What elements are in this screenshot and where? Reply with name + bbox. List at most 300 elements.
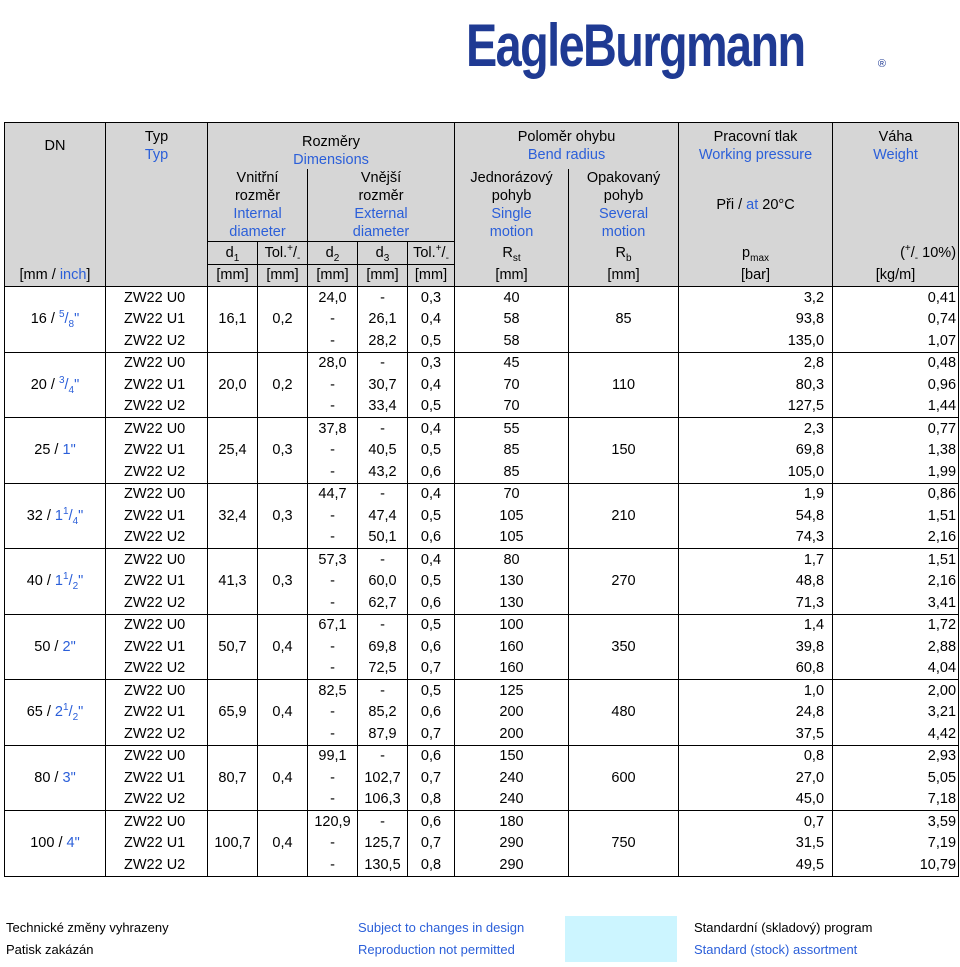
type-cell: ZW22 U0 [106,680,208,702]
pmax-cell: 71,3 [679,592,833,614]
pmax-cell: 27,0 [679,767,833,789]
tol-external-cell: 0,6 [408,745,455,767]
table-row [5,549,959,571]
tol-external-cell: 0,6 [408,461,455,483]
tol-external-cell: 0,7 [408,658,455,680]
rst-cell: 85 [455,461,569,483]
dn-mm: 16 [30,311,47,328]
weight-cell: 4,42 [833,723,959,745]
tol-external-cell: 0,3 [408,352,455,374]
table-row [5,440,959,462]
d2-cell: - [308,440,358,462]
d1-cell: 80,7 [208,745,258,811]
weight-cell: 3,59 [833,811,959,833]
header-internal-diameter: Vnitřní rozměr Internal diameter [208,169,308,242]
d3-cell: - [358,549,408,571]
header-row-symbols [5,242,959,265]
rst-cell: 240 [455,767,569,789]
d2-cell: - [308,723,358,745]
d3-cell: 30,7 [358,374,408,396]
tol-external-cell: 0,7 [408,767,455,789]
rst-cell: 85 [455,440,569,462]
table-row [5,309,959,331]
header-external-diameter: Vnější rozměr External diameter [308,169,455,242]
type-cell: ZW22 U1 [106,767,208,789]
footer-reproduction-en: Reproduction not permitted [358,942,515,957]
weight-cell: 0,77 [833,418,959,440]
dn-mm: 80 [34,769,51,786]
type-cell: ZW22 U2 [106,330,208,352]
type-cell: ZW22 U0 [106,352,208,374]
unit-tol-internal: [mm] [258,264,308,287]
dn-inch: 2" [62,638,76,655]
table-row [5,702,959,724]
type-cell: ZW22 U0 [106,418,208,440]
type-cell: ZW22 U2 [106,527,208,549]
dn-inch: $2^1/_2$" [54,702,84,724]
weight-cell: 1,38 [833,440,959,462]
rb-cell: 210 [569,483,679,549]
rst-cell: 160 [455,636,569,658]
tol-external-cell: 0,5 [408,440,455,462]
d1-cell: 50,7 [208,614,258,680]
table-row [5,680,959,702]
pmax-cell: 1,7 [679,549,833,571]
d2-cell: 57,3 [308,549,358,571]
rst-cell: 70 [455,374,569,396]
d3-cell: 72,5 [358,658,408,680]
weight-cell: 0,86 [833,483,959,505]
d3-cell: 60,0 [358,571,408,593]
type-cell: ZW22 U2 [106,658,208,680]
dn-mm: 100 [30,835,55,852]
tol-external-cell: 0,4 [408,309,455,331]
type-cell: ZW22 U2 [106,789,208,811]
pmax-cell: 0,7 [679,811,833,833]
d3-cell: - [358,811,408,833]
pmax-cell: 39,8 [679,636,833,658]
rb-cell: 85 [569,287,679,353]
rst-cell: 105 [455,505,569,527]
dn-cell: 25 / 1" [5,418,106,484]
rst-cell: 290 [455,833,569,855]
pmax-cell: 127,5 [679,396,833,418]
dn-cell: $20 / ^3/_4$" [5,352,106,418]
type-cell: ZW22 U2 [106,723,208,745]
d2-cell: 120,9 [308,811,358,833]
weight-cell: 10,79 [833,854,959,876]
pmax-cell: 69,8 [679,440,833,462]
symbol-d3: $d_3$ [358,242,408,265]
table-row [5,330,959,352]
d3-cell: 69,8 [358,636,408,658]
tol-internal-cell: 0,3 [258,418,308,484]
rst-cell: 58 [455,309,569,331]
d3-cell: - [358,680,408,702]
unit-d2: [mm] [308,264,358,287]
d2-cell: - [308,374,358,396]
d2-cell: - [308,658,358,680]
dn-inch: $^3/_4$" [58,374,80,396]
symbol-rst: $R_{st}$ [455,242,569,265]
dn-inch: $^5/_8$" [58,309,80,331]
weight-cell: 1,51 [833,549,959,571]
d2-cell: - [308,309,358,331]
weight-cell: 1,72 [833,614,959,636]
weight-cell: 7,19 [833,833,959,855]
d1-cell: 100,7 [208,811,258,877]
rst-cell: 58 [455,330,569,352]
pmax-cell: 135,0 [679,330,833,352]
d1-cell: 25,4 [208,418,258,484]
registered-mark: ® [877,58,886,70]
stock-assortment-swatch [565,916,677,962]
weight-cell: 5,05 [833,767,959,789]
tol-external-cell: 0,6 [408,592,455,614]
d2-cell: - [308,702,358,724]
weight-cell: 2,16 [833,571,959,593]
d3-cell: 102,7 [358,767,408,789]
d3-cell: - [358,614,408,636]
d1-cell: 16,1 [208,287,258,353]
rst-cell: 160 [455,658,569,680]
unit-d1: [mm] [208,264,258,287]
dn-inch: 1" [62,442,76,459]
tol-external-cell: 0,5 [408,505,455,527]
rb-cell: 480 [569,680,679,746]
d3-cell: - [358,352,408,374]
unit-rb: [mm] [569,264,679,287]
tol-external-cell: 0,6 [408,527,455,549]
table-row [5,352,959,374]
tol-internal-cell: 0,4 [258,745,308,811]
dn-mm: 65 [26,704,43,721]
dn-inch: $1^1/_4$" [54,505,84,527]
symbol-weight-tol: ($^+/_-$ 10%) [833,242,959,265]
tol-external-cell: 0,4 [408,549,455,571]
rb-cell: 600 [569,745,679,811]
symbol-d2: $d_2$ [308,242,358,265]
rst-cell: 150 [455,745,569,767]
pmax-cell: 2,8 [679,352,833,374]
weight-cell: 3,41 [833,592,959,614]
dn-cell: $16 / ^5/_8$" [5,287,106,353]
eagleburgmann-logo [466,8,886,84]
type-cell: ZW22 U2 [106,592,208,614]
tol-internal-cell: 0,3 [258,549,308,615]
dn-inch: 4" [66,835,80,852]
pmax-cell: 93,8 [679,309,833,331]
tol-internal-cell: 0,4 [258,680,308,746]
d3-cell: 87,9 [358,723,408,745]
d3-cell: 28,2 [358,330,408,352]
header-bend-radius: Poloměr ohybu Bend radius [455,123,679,170]
tol-external-cell: 0,3 [408,287,455,309]
d2-cell: 28,0 [308,352,358,374]
type-cell: ZW22 U0 [106,549,208,571]
dn-cell: 80 / 3" [5,745,106,811]
table-row [5,789,959,811]
symbol-rb: $R_b$ [569,242,679,265]
d2-cell: - [308,505,358,527]
unit-dn: [mm / inch] [5,264,106,287]
pmax-cell: 49,5 [679,854,833,876]
unit-pmax: [bar] [679,264,833,287]
rst-cell: 45 [455,352,569,374]
d1-cell: 32,4 [208,483,258,549]
header-weight: Váha Weight [833,123,959,170]
weight-cell: 0,74 [833,309,959,331]
rst-cell: 105 [455,527,569,549]
d3-cell: 62,7 [358,592,408,614]
pmax-cell: 0,8 [679,745,833,767]
tol-external-cell: 0,8 [408,854,455,876]
symbol-d1: $d_1$ [208,242,258,265]
tol-external-cell: 0,4 [408,483,455,505]
d3-cell: 33,4 [358,396,408,418]
d3-cell: 47,4 [358,505,408,527]
unit-rst: [mm] [455,264,569,287]
table-row [5,636,959,658]
tol-external-cell: 0,8 [408,789,455,811]
tol-external-cell: 0,5 [408,571,455,593]
weight-cell: 1,44 [833,396,959,418]
footer-changes-en: Subject to changes in design [358,920,525,935]
pmax-cell: 3,2 [679,287,833,309]
dn-mm: 32 [26,507,43,524]
pmax-cell: 1,9 [679,483,833,505]
rst-cell: 70 [455,396,569,418]
type-cell: ZW22 U1 [106,440,208,462]
dn-mm: 50 [34,638,51,655]
d2-cell: 67,1 [308,614,358,636]
dn-cell: $40 / 1^1/_2$" [5,549,106,615]
tol-external-cell: 0,7 [408,723,455,745]
d2-cell: - [308,789,358,811]
table-row [5,571,959,593]
table-row [5,592,959,614]
d3-cell: 26,1 [358,309,408,331]
d2-cell: - [308,396,358,418]
header-several-motion: Opakovaný pohyb Several motion [569,169,679,242]
type-cell: ZW22 U0 [106,483,208,505]
pmax-cell: 54,8 [679,505,833,527]
weight-cell: 3,21 [833,702,959,724]
type-cell: ZW22 U1 [106,505,208,527]
tol-internal-cell: 0,3 [258,483,308,549]
rb-cell: 110 [569,352,679,418]
d1-cell: 20,0 [208,352,258,418]
d3-cell: 106,3 [358,789,408,811]
header-dimensions: Rozměry Dimensions [208,123,455,170]
header-row-subtitles [5,169,959,242]
type-cell: ZW22 U0 [106,614,208,636]
d3-cell: 40,5 [358,440,408,462]
rst-cell: 125 [455,680,569,702]
footer [0,916,960,964]
d2-cell: 37,8 [308,418,358,440]
d3-cell: 125,7 [358,833,408,855]
rst-cell: 200 [455,702,569,724]
rst-cell: 180 [455,811,569,833]
type-cell: ZW22 U2 [106,396,208,418]
type-cell: ZW22 U2 [106,854,208,876]
footer-reproduction-cz: Patisk zakázán [6,942,94,957]
type-cell: ZW22 U1 [106,636,208,658]
pmax-cell: 37,5 [679,723,833,745]
d3-cell: - [358,287,408,309]
header-single-motion: Jednorázový pohyb Single motion [455,169,569,242]
pmax-cell: 1,4 [679,614,833,636]
d3-cell: - [358,745,408,767]
unit-tol-external: [mm] [408,264,455,287]
d2-cell: - [308,636,358,658]
rb-cell: 270 [569,549,679,615]
rst-cell: 40 [455,287,569,309]
table-row [5,614,959,636]
dn-mm: 20 [30,376,47,393]
table-row [5,527,959,549]
pmax-cell: 31,5 [679,833,833,855]
rst-cell: 130 [455,592,569,614]
dn-cell: 100 / 4" [5,811,106,877]
rst-cell: 80 [455,549,569,571]
tol-external-cell: 0,5 [408,614,455,636]
tol-external-cell: 0,5 [408,680,455,702]
tol-external-cell: 0,4 [408,374,455,396]
table-row [5,658,959,680]
tol-internal-cell: 0,2 [258,287,308,353]
pmax-cell: 24,8 [679,702,833,724]
header-row-titles [5,123,959,170]
tol-external-cell: 0,6 [408,636,455,658]
weight-cell: 7,18 [833,789,959,811]
tol-external-cell: 0,5 [408,330,455,352]
rb-cell: 150 [569,418,679,484]
d2-cell: - [308,767,358,789]
table-row [5,287,959,309]
hose-dimension-table [4,122,959,877]
type-cell: ZW22 U1 [106,702,208,724]
type-cell: ZW22 U2 [106,461,208,483]
type-cell: ZW22 U1 [106,571,208,593]
symbol-tol-internal: $Tol.^+/_-$ [258,242,308,265]
rb-cell: 750 [569,811,679,877]
weight-cell: 2,88 [833,636,959,658]
d1-cell: 65,9 [208,680,258,746]
table-row [5,745,959,767]
table-row [5,811,959,833]
table-row [5,461,959,483]
weight-cell: 0,48 [833,352,959,374]
tol-external-cell: 0,7 [408,833,455,855]
table-row [5,505,959,527]
type-cell: ZW22 U0 [106,745,208,767]
d3-cell: 50,1 [358,527,408,549]
weight-cell: 1,51 [833,505,959,527]
d2-cell: - [308,461,358,483]
footer-standard-cz: Standardní (skladový) program [694,920,873,935]
weight-cell: 2,93 [833,745,959,767]
d3-cell: 43,2 [358,461,408,483]
weight-cell: 1,07 [833,330,959,352]
tol-external-cell: 0,4 [408,418,455,440]
d2-cell: - [308,833,358,855]
d1-cell: 41,3 [208,549,258,615]
tol-internal-cell: 0,4 [258,811,308,877]
d2-cell: - [308,571,358,593]
d3-cell: - [358,483,408,505]
table-row [5,483,959,505]
rst-cell: 290 [455,854,569,876]
dn-inch: $1^1/_2$" [54,571,84,593]
dn-mm: 40 [26,573,43,590]
d2-cell: 44,7 [308,483,358,505]
type-cell: ZW22 U1 [106,374,208,396]
d2-cell: 99,1 [308,745,358,767]
pmax-cell: 74,3 [679,527,833,549]
tol-external-cell: 0,6 [408,702,455,724]
table-row [5,723,959,745]
weight-cell: 0,96 [833,374,959,396]
table-row [5,374,959,396]
weight-cell: 4,04 [833,658,959,680]
unit-d3: [mm] [358,264,408,287]
table-row [5,396,959,418]
d3-cell: 85,2 [358,702,408,724]
pmax-cell: 48,8 [679,571,833,593]
pmax-cell: 80,3 [679,374,833,396]
weight-cell: 1,99 [833,461,959,483]
weight-cell: 2,00 [833,680,959,702]
rst-cell: 130 [455,571,569,593]
type-cell: ZW22 U1 [106,309,208,331]
header-working-pressure: Pracovní tlak Working pressure [679,123,833,170]
tol-internal-cell: 0,4 [258,614,308,680]
pmax-cell: 60,8 [679,658,833,680]
unit-weight: [kg/m] [833,264,959,287]
d2-cell: - [308,330,358,352]
header-type: Typ Typ [106,123,208,170]
dn-cell: 50 / 2" [5,614,106,680]
pmax-cell: 2,3 [679,418,833,440]
d3-cell: 130,5 [358,854,408,876]
table-row [5,418,959,440]
dn-cell: $32 / 1^1/_4$" [5,483,106,549]
header-dn: DN [5,123,106,170]
rst-cell: 240 [455,789,569,811]
pmax-cell: 105,0 [679,461,833,483]
rst-cell: 70 [455,483,569,505]
symbol-tol-external: $Tol.^+/_-$ [408,242,455,265]
rst-cell: 200 [455,723,569,745]
weight-cell: 2,16 [833,527,959,549]
rst-cell: 55 [455,418,569,440]
rb-cell: 350 [569,614,679,680]
pmax-cell: 45,0 [679,789,833,811]
table-row [5,854,959,876]
table-row [5,767,959,789]
type-cell: ZW22 U1 [106,833,208,855]
tol-internal-cell: 0,2 [258,352,308,418]
d2-cell: 24,0 [308,287,358,309]
header-row-units [5,264,959,287]
table-row [5,833,959,855]
d2-cell: - [308,527,358,549]
weight-cell: 0,41 [833,287,959,309]
dn-mm: 25 [34,442,51,459]
dn-cell: $65 / 2^1/_2$" [5,680,106,746]
